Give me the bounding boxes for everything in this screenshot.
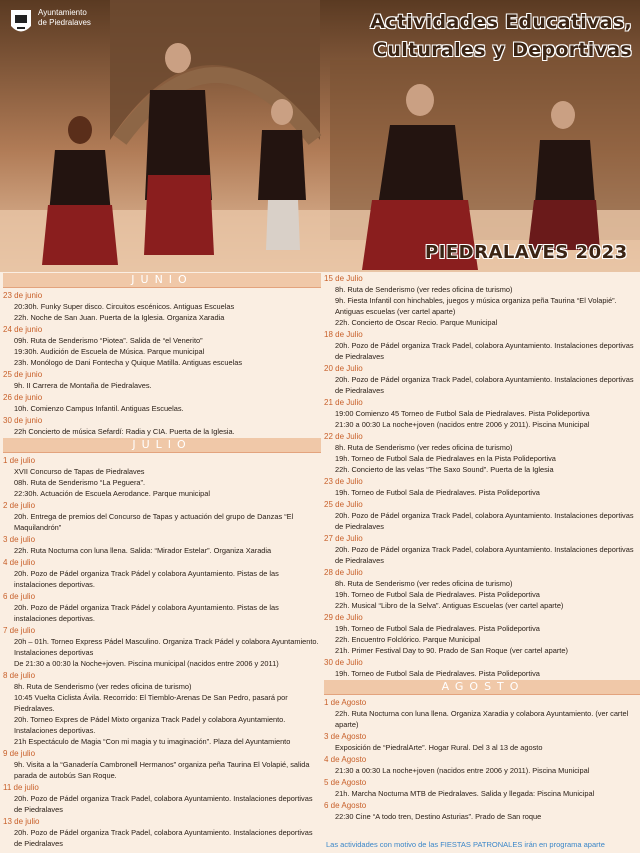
event-item: 8h. Ruta de Senderismo (ver redes oficina de turismo) xyxy=(14,682,192,691)
day-heading: 23 de junio xyxy=(3,291,43,300)
event-item: 08h. Ruta de Senderismo “La Peguera”. xyxy=(14,478,146,487)
event-item: 19h. Torneo de Futbol Sala de Piedralaves en la Pista Polideportiva xyxy=(335,454,556,463)
day-heading: 30 de Julio xyxy=(324,658,363,667)
event-item: 20h. Entrega de premios del Concurso de Tapas y actuación del grupo de Danzas “El Maquilandrón” xyxy=(14,512,294,532)
event-item: 19h. Torneo de Futbol Sala de Piedralaves. Pista Polideportiva xyxy=(335,590,540,599)
event-item: 19:00 Comienzo 45 Torneo de Futbol Sala de Piedralaves. Pista Polideportiva xyxy=(335,409,590,418)
day-heading: 11 de julio xyxy=(3,783,39,792)
event-item: 8h. Ruta de Senderismo (ver redes oficina de turismo) xyxy=(335,443,513,452)
day-heading: 21 de Julio xyxy=(324,398,363,407)
day-heading: 15 de Julio xyxy=(324,274,363,283)
logo-text-line1: Ayuntamiento xyxy=(38,8,87,17)
event-item: 21:30 a 00:30 La noche+joven (nacidos entre 2006 y 2011). Piscina Municipal xyxy=(335,766,590,775)
day-heading: 25 de junio xyxy=(3,370,43,379)
title-line2: Culturales y Deportivas xyxy=(373,39,632,61)
event-item: 21h. Primer Festival Day to 90. Prado de San Roque (ver cartel aparte) xyxy=(335,646,568,655)
schedule-column-left xyxy=(3,272,321,849)
day-heading: 1 de Agosto xyxy=(324,698,367,707)
day-heading: 18 de Julio xyxy=(324,330,363,339)
day-heading: 9 de julio xyxy=(3,749,36,758)
event-item: 8h. Ruta de Senderismo (ver redes oficina de turismo) xyxy=(335,285,513,294)
event-item: 22:30h. Actuación de Escuela Aerodance. Parque municipal xyxy=(14,489,210,498)
event-item: 22h. Musical “Libro de la Selva”. Antiguas Escuelas (ver cartel aparte) xyxy=(335,601,564,610)
month-header: AGOSTO xyxy=(324,680,640,695)
event-item: 20h – 01h. Torneo Express Pádel Masculino. Organiza Track Pádel y colabora Ayuntamiento. Instalaciones deportivas xyxy=(14,637,319,657)
month-header: JULIO xyxy=(3,438,321,453)
day-heading: 22 de Julio xyxy=(324,432,363,441)
day-heading: 23 de Julio xyxy=(324,477,363,486)
event-item: XVII Concurso de Tapas de Piedralaves xyxy=(14,467,145,476)
event-item: 19h. Torneo de Futbol Sala de Piedralaves. Pista Polideportiva xyxy=(335,624,540,633)
event-item: 20h. Pozo de Pádel organiza Track Padel, colabora Ayuntamiento. Instalaciones deportivas de Piedralaves xyxy=(335,545,634,565)
footer-note: Las actividades con motivo de las FIESTAS PATRONALES irán en programa aparte xyxy=(326,840,605,849)
day-heading: 5 de Agosto xyxy=(324,778,367,787)
page-title xyxy=(332,8,632,64)
event-item: 20h. Pozo de Pádel organiza Track Padel, colabora Ayuntamiento. Instalaciones deportivas de Piedralaves xyxy=(14,828,313,848)
day-heading: 6 de julio xyxy=(3,592,36,601)
coat-of-arms-icon xyxy=(9,8,33,38)
hero-banner xyxy=(0,0,640,272)
event-item: 22h. Encuentro Folclórico. Parque Municipal xyxy=(335,635,481,644)
day-heading: 3 de julio xyxy=(3,535,36,544)
town-logo xyxy=(9,8,91,38)
event-item: 9h. II Carrera de Montaña de Piedralaves. xyxy=(14,381,152,390)
title-line1: Actividades Educativas, xyxy=(370,11,632,33)
event-item: De 21:30 a 00:30 la Noche+joven. Piscina municipal (nacidos entre 2006 y 2011) xyxy=(14,659,279,668)
day-heading: 25 de Julio xyxy=(324,500,363,509)
event-item: 20:30h. Funky Super disco. Circuitos escénicos. Antiguas Escuelas xyxy=(14,302,235,311)
event-item: 10:45 Vuelta Ciclista Ávila. Recorrido: El Tiemblo-Arenas De San Pedro, pasará por Piedralaves. xyxy=(14,693,288,713)
brand-year: PIEDRALAVES 2023 xyxy=(425,242,628,263)
event-item: 22h Concierto de música Sefardí: Radia y CIA. Puerta de la Iglesia. xyxy=(14,427,235,436)
day-heading: 30 de junio xyxy=(3,416,43,425)
event-item: 20h. Pozo de Pádel organiza Track Padel, colabora Ayuntamiento. Instalaciones deportivas de Piedralaves xyxy=(335,375,634,395)
event-item: 9h. Visita a la “Ganadería Cambronell Hermanos” organiza peña Taurina El Volapié, salida parada de autobús San Roque. xyxy=(14,760,310,780)
event-item: 19:30h. Audición de Escuela de Música. Parque municipal xyxy=(14,347,205,356)
day-heading: 4 de julio xyxy=(3,558,36,567)
day-heading: 2 de julio xyxy=(3,501,36,510)
event-item: 22h. Concierto de las velas “The Saxo Sound”. Puerta de la Iglesia xyxy=(335,465,554,474)
day-heading: 6 de Agosto xyxy=(324,801,367,810)
day-heading: 27 de Julio xyxy=(324,534,363,543)
event-item: 23h. Monólogo de Dani Fontecha y Quique Matilla. Antiguas escuelas xyxy=(14,358,243,367)
day-heading: 26 de junio xyxy=(3,393,43,402)
event-item: Exposición de “PiedralArte”. Hogar Rural. Del 3 al 13 de agosto xyxy=(335,743,543,752)
event-item: 21h. Marcha Nocturna MTB de Piedralaves. Salida y llegada: Piscina Municipal xyxy=(335,789,595,798)
event-item: 22h. Noche de San Juan. Puerta de la Iglesia. Organiza Xaradia xyxy=(14,313,225,322)
event-item: 20h. Pozo de Pádel organiza Track Padel, colabora Ayuntamiento. Instalaciones deportivas de Piedralaves xyxy=(335,341,634,361)
event-item: 9h. Fiesta Infantil con hinchables, juegos y música organiza peña Taurina “El Volapié”. Antiguas escuelas (ver cartel aparte) xyxy=(335,296,617,316)
event-item: 8h. Ruta de Senderismo (ver redes oficina de turismo) xyxy=(335,579,513,588)
event-item: 20h. Pozo de Pádel organiza Track Pádel y colabora Ayuntamiento. Pistas de las instalaciones deportivas. xyxy=(14,603,279,623)
event-item: 21:30 a 00:30 La noche+joven (nacidos entre 2006 y 2011). Piscina Municipal xyxy=(335,420,590,429)
event-item: 22h. Ruta Nocturna con luna llena. Salida: “Mirador Estelar”. Organiza Xaradia xyxy=(14,546,272,555)
event-item: 22h. Ruta Nocturna con luna llena. Organiza Xaradia y colabora Ayuntamiento. (ver cartel aparte) xyxy=(335,709,629,729)
event-item: 20h. Pozo de Pádel organiza Track Pádel y colabora Ayuntamiento. Pistas de las instalaciones deportivas. xyxy=(14,569,279,589)
event-item: 20h. Torneo Expres de Pádel Mixto organiza Track Padel y colabora Ayuntamiento. Instalaciones deportivas. xyxy=(14,715,286,735)
logo-text-line2: de Piedralaves xyxy=(38,18,91,27)
event-item: 22:30 Cine “A todo tren, Destino Asturias”. Prado de San roque xyxy=(335,812,542,821)
day-heading: 3 de Agosto xyxy=(324,732,367,741)
day-heading: 1 de julio xyxy=(3,456,36,465)
event-item: 22h. Concierto de Oscar Recio. Parque Municipal xyxy=(335,318,498,327)
day-heading: 29 de Julio xyxy=(324,613,363,622)
event-item: 20h. Pozo de Pádel organiza Track Padel, colabora Ayuntamiento. Instalaciones deportivas de Piedralaves xyxy=(14,794,313,814)
day-heading: 28 de Julio xyxy=(324,568,363,577)
day-heading: 7 de julio xyxy=(3,626,36,635)
day-heading: 24 de junio xyxy=(3,325,43,334)
day-heading: 8 de julio xyxy=(3,671,36,680)
event-item: 19h. Torneo de Futbol Sala de Piedralaves. Pista Polideportiva xyxy=(335,669,540,678)
event-item: 09h. Ruta de Senderismo “Piotea”. Salida de “el Venerito” xyxy=(14,336,203,345)
event-item: 10h. Comienzo Campus Infantil. Antiguas Escuelas. xyxy=(14,404,184,413)
event-item: 21h Espectáculo de Magia “Con mi magia y tu imaginación”. Plaza del Ayuntamiento xyxy=(14,737,291,746)
day-heading: 13 de julio xyxy=(3,817,40,826)
day-heading: 4 de Agosto xyxy=(324,755,367,764)
event-item: 19h. Torneo de Futbol Sala de Piedralaves. Pista Polideportiva xyxy=(335,488,540,497)
event-item: 20h. Pozo de Pádel organiza Track Padel, colabora Ayuntamiento. Instalaciones deportivas de Piedralaves xyxy=(335,511,634,531)
day-heading: 20 de Julio xyxy=(324,364,363,373)
month-header: JUNIO xyxy=(3,273,321,288)
schedule-column-right xyxy=(324,272,640,822)
